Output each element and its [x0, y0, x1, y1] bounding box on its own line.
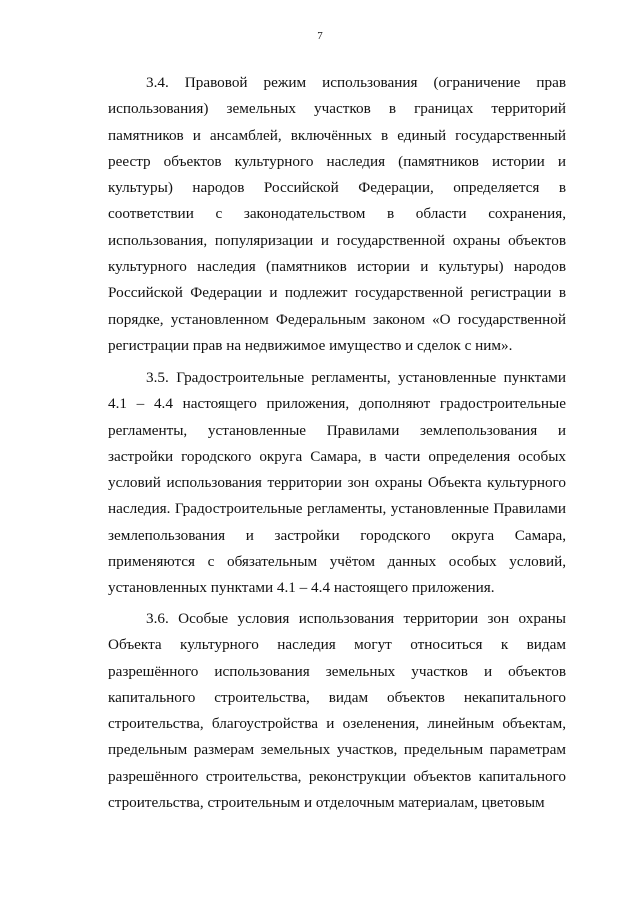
paragraph-3-6: 3.6. Особые условия использования территории зон охраны Объекта культурного наследия могут относиться к видам разрешённого использования земельных участков и объектов капитального строительства, видам объектов некапитального строительства, благоустройства и озеленения, линейным объектам, предельным размерам земельных участков, предельным параметрам разрешённого строительства, реконструкции объектов капитального строительства, строительным и отделочным материалам, цветовым	[108, 610, 566, 812]
paragraph-3-5: 3.5. Градостроительные регламенты, установленные пунктами 4.1 – 4.4 настоящего приложения, дополняют градостроительные регламенты, установленные Правилами землепользования и застройки городского округа Самара, в части определения особых условий использования территории зон охраны Объекта культурного наследия. Градостроительные регламенты, установленные Правилами землепользования и застройки городского округа Самара, применяются с обязательным учётом данных особых условий, установленных пунктами 4.1 – 4.4 настоящего приложения.	[108, 369, 566, 597]
paragraph-3-4: 3.4. Правовой режим использования (ограничение прав использования) земельных участков в границах территорий памятников и ансамблей, включённых в единый государственный реестр объектов культурного наследия (памятников истории и культуры) народов Российской Федерации, определяется в соответствии с законодательством в области сохранения, использования, популяризации и государственной охраны объектов культурного наследия (памятников истории и культуры) народов Российской Федерации и подлежит государственной регистрации в порядке, установленном Федеральным законом «О государственной регистрации прав на недвижимое имущество и сделок с ним».	[108, 74, 566, 354]
page-number: 7	[317, 30, 323, 42]
